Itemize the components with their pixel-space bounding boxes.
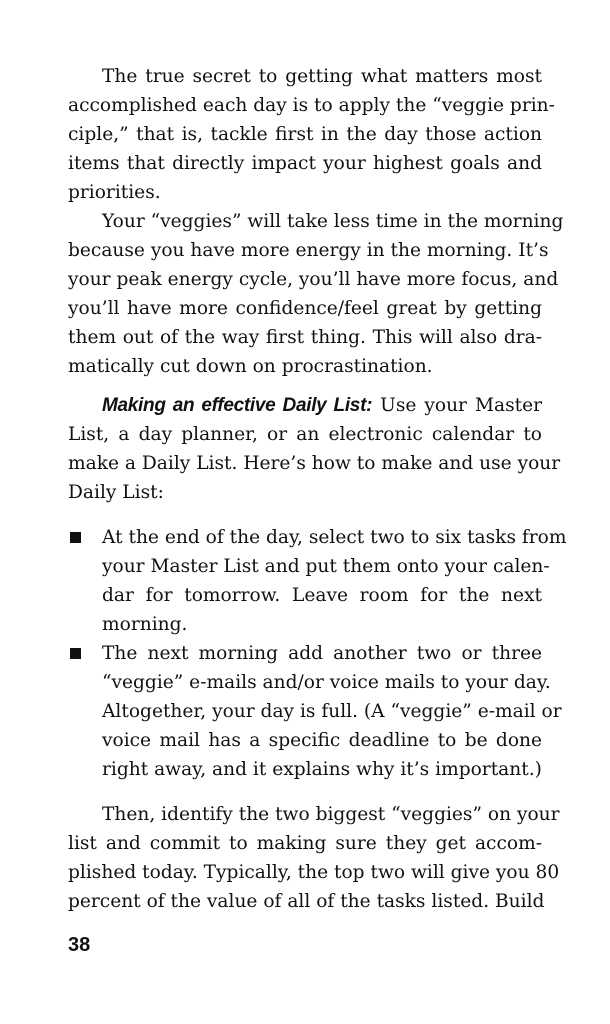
text-line: priorities.	[68, 182, 161, 203]
bullet-list	[68, 523, 567, 784]
text-line: list and commit to making sure they get accom-	[68, 833, 542, 854]
text-line: The next morning add another two or three	[102, 643, 542, 664]
text-line: percent of the value of all of the tasks listed. Build	[68, 891, 545, 912]
text-line: them out of the way first thing. This will also dra-	[68, 327, 542, 348]
text-line: ciple,” that is, tackle first in the day those action	[68, 124, 542, 145]
text-line: your Master List and put them onto your calen-	[102, 556, 550, 577]
bullet-item	[68, 523, 567, 639]
text-line: matically cut down on procrastination.	[68, 356, 433, 377]
heading-followup-text: Use your Master	[372, 395, 542, 416]
section-heading: Making an effective Daily List:	[102, 395, 373, 416]
text-line: because you have more energy in the morning. It’s	[68, 240, 549, 261]
text-line	[68, 391, 542, 420]
square-bullet-icon	[70, 532, 81, 543]
text-line: your peak energy cycle, you’ll have more focus, and	[68, 269, 559, 290]
page-number: 38	[68, 934, 91, 956]
page-body	[68, 62, 567, 916]
square-bullet-icon	[70, 648, 81, 659]
text-line: Your “veggies” will take less time in the morning	[102, 211, 564, 232]
text-line: “veggie” e-mails and/or voice mails to your day.	[102, 672, 551, 693]
text-line: you’ll have more confidence/feel great by getting	[68, 298, 542, 319]
text-line: The true secret to getting what matters most	[102, 66, 542, 87]
text-line: right away, and it explains why it’s important.)	[102, 759, 542, 780]
paragraph-2	[68, 207, 564, 381]
bullet-item	[68, 639, 562, 784]
text-line: At the end of the day, select two to six tasks from	[102, 527, 567, 548]
paragraph-3	[68, 391, 561, 507]
text-line: Then, identify the two biggest “veggies” on your	[102, 804, 560, 825]
text-line: Daily List:	[68, 482, 164, 503]
text-line: make a Daily List. Here’s how to make and use your	[68, 453, 561, 474]
text-line: voice mail has a specific deadline to be done	[102, 730, 542, 751]
paragraph-1	[68, 62, 555, 207]
text-line: morning.	[102, 614, 188, 635]
text-line: Altogether, your day is full. (A “veggie” e-mail or	[102, 701, 562, 722]
text-line: items that directly impact your highest goals and	[68, 153, 542, 174]
text-line: dar for tomorrow. Leave room for the next	[102, 585, 542, 606]
paragraph-4	[68, 800, 560, 916]
text-line: List, a day planner, or an electronic calendar to	[68, 424, 542, 445]
text-line: accomplished each day is to apply the “veggie prin-	[68, 95, 555, 116]
text-line: plished today. Typically, the top two will give you 80	[68, 862, 560, 883]
